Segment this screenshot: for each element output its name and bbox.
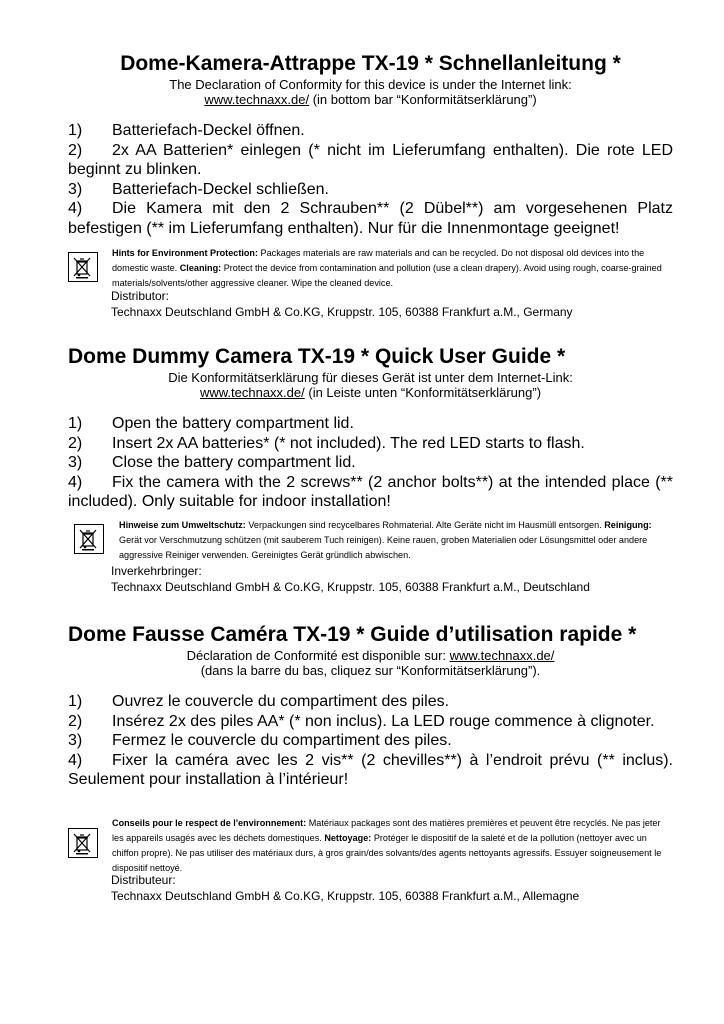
conformity-link[interactable]: www.technaxx.de/: [449, 648, 555, 663]
step-2: [68, 141, 673, 180]
step-text: Insert 2x AA batteries* (* not included). The red LED starts to flash.: [112, 434, 585, 452]
step-text: Ouvrez le couvercle du compartiment des piles.: [112, 693, 450, 710]
step-text: Fix the camera with the 2 screws** (2 anchor bolts**) at the intended place (** included). Only suitable for indoor installation!: [68, 473, 673, 511]
cleaning-text: Protect the device from contamination and pollution (use a clean drapery). Avoid using rough, coarse-grained materials/solvents/other aggressive cleaner. Wipe the cleaned device.: [112, 263, 662, 288]
cleaning-label: Cleaning:: [179, 263, 222, 273]
step-number: 2): [68, 712, 83, 730]
step-number: 3): [68, 180, 83, 198]
hint-text: Matériaux packages sont des matières premières et peuvent être recyclés. Ne pas jeter les appareils usagés avec les déchets domestiques.: [112, 818, 661, 843]
step-2: [68, 712, 673, 732]
cleaning-label: Reinigung:: [604, 520, 652, 530]
conformity-link-line: [68, 92, 673, 107]
environment-hints: [112, 816, 674, 876]
cleaning-text: Protéger le dispositif de la saleté et de la pollution (nettoyer avec un chiffon propre). Ne pas utiliser des matériaux durs, à gros grain/des solvants/des agents nettoyants agressifs. Essuyer soigneusement le dispositif nettoyé.: [112, 833, 662, 873]
conformity-link[interactable]: www.technaxx.de/: [204, 92, 310, 107]
step-number: 3): [68, 454, 83, 472]
conformity-link-note: (in Leiste unten “Konformitätserklärung”): [304, 385, 542, 400]
step-text: Fixer la caméra avec les 2 vis** (2 chevilles**) à l’endroit prévu (** inclus). Seulement pour installation à l’intérieur!: [68, 751, 673, 789]
section-title: Dome-Kamera-Attrappe TX-19 * Schnellanleitung *: [120, 52, 621, 75]
step-number: 1): [68, 415, 83, 432]
cleaning-text: Gerät vor Verschmutzung schützen (mit sauberem Tuch reinigen). Keine rauen, groben Materialien oder Lösungsmittel oder andere aggressive Reiniger verwenden. Gereinigtes Gerät gründlich abwischen.: [119, 535, 648, 560]
conformity-link-line: [68, 648, 673, 663]
conformity-link-line: [68, 385, 673, 400]
cleaning-label: Nettoyage:: [324, 833, 372, 843]
step-number: 2): [68, 434, 83, 452]
hint-label: Conseils pour le respect de l'environnement:: [112, 818, 307, 828]
steps-list: [68, 692, 673, 790]
step-text: Batteriefach-Deckel öffnen.: [112, 122, 305, 139]
step-4: [68, 473, 673, 512]
conformity-link-note: (in bottom bar “Konformitätserklärung”): [309, 92, 537, 107]
distributor-address: Technaxx Deutschland GmbH & Co.KG, Kruppstr. 105, 60388 Frankfurt a.M., Deutschland: [111, 580, 590, 594]
distributor-label: Distributeur:: [111, 873, 176, 887]
step-text: 2x AA Batterien* einlegen (* nicht im Lieferumfang enthalten). Die rote LED beginnt zu blinken.: [68, 141, 673, 179]
hint-text: Packages materials are raw materials and can be recycled. Do not disposal old devices into the domestic waste.: [112, 248, 645, 273]
step-number: 3): [68, 732, 83, 750]
environment-hints: [119, 518, 674, 563]
section-german: [68, 52, 673, 319]
section-title: Dome Dummy Camera TX-19 * Quick User Guide *: [68, 345, 566, 368]
step-3: [68, 453, 673, 473]
step-number: 2): [68, 141, 83, 159]
step-2: [68, 434, 673, 454]
hint-label: Hinweise zum Umweltschutz:: [119, 520, 246, 530]
conformity-note: The Declaration of Conformity for this device is under the Internet link:: [169, 77, 572, 92]
step-text: Close the battery compartment lid.: [112, 454, 356, 472]
step-3: [68, 731, 673, 751]
section-french: [68, 623, 673, 903]
section-english: [68, 345, 673, 594]
weee-bin-icon: [68, 828, 98, 858]
step-4: [68, 199, 673, 238]
steps-list: [68, 121, 673, 239]
hint-label: Hints for Environment Protection:: [112, 248, 259, 258]
step-1: [68, 692, 673, 712]
step-number: 4): [68, 751, 83, 769]
step-text: Open the battery compartment lid.: [112, 415, 354, 432]
distributor-address: Technaxx Deutschland GmbH & Co.KG, Kruppstr. 105, 60388 Frankfurt a.M., Allemagne: [111, 889, 580, 903]
step-text: Insérez 2x des piles AA* (* non inclus). La LED rouge commence à clignoter.: [112, 712, 655, 730]
conformity-note: Die Konformitätserklärung für dieses Gerät ist unter dem Internet-Link:: [168, 370, 573, 385]
step-number: 1): [68, 693, 83, 710]
step-4: [68, 751, 673, 790]
step-text: Die Kamera mit den 2 Schrauben** (2 Dübel**) am vorgesehenen Platz befestigen (** im Lieferumfang enthalten). Nur für die Innenmontage geeignet!: [68, 200, 673, 237]
step-number: 1): [68, 122, 83, 139]
conformity-link-note: (dans la barre du bas, cliquez sur “Konformitätserklärung”).: [200, 663, 541, 678]
step-text: Batteriefach-Deckel schließen.: [112, 180, 329, 198]
distributor-label: Distributor:: [111, 289, 170, 303]
section-title: Dome Fausse Caméra TX-19 * Guide d’utilisation rapide *: [68, 623, 637, 646]
step-number: 4): [68, 473, 83, 491]
hint-text: Verpackungen sind recycelbares Rohmaterial. Alte Geräte nicht im Hausmüll entsorgen.: [245, 520, 605, 530]
distributor-label: Inverkehrbringer:: [111, 564, 202, 578]
step-1: [68, 121, 673, 141]
conformity-link[interactable]: www.technaxx.de/: [199, 385, 305, 400]
distributor-address: Technaxx Deutschland GmbH & Co.KG, Kruppstr. 105, 60388 Frankfurt a.M., Germany: [111, 305, 573, 319]
environment-hints: [112, 246, 674, 291]
step-3: [68, 180, 673, 200]
conformity-note: Déclaration de Conformité est disponible sur:: [186, 648, 450, 663]
weee-bin-icon: [68, 252, 98, 282]
step-1: [68, 414, 673, 434]
step-number: 4): [68, 200, 83, 218]
weee-bin-icon: [74, 524, 104, 554]
step-text: Fermez le couvercle du compartiment des piles.: [112, 732, 452, 750]
steps-list: [68, 414, 673, 512]
